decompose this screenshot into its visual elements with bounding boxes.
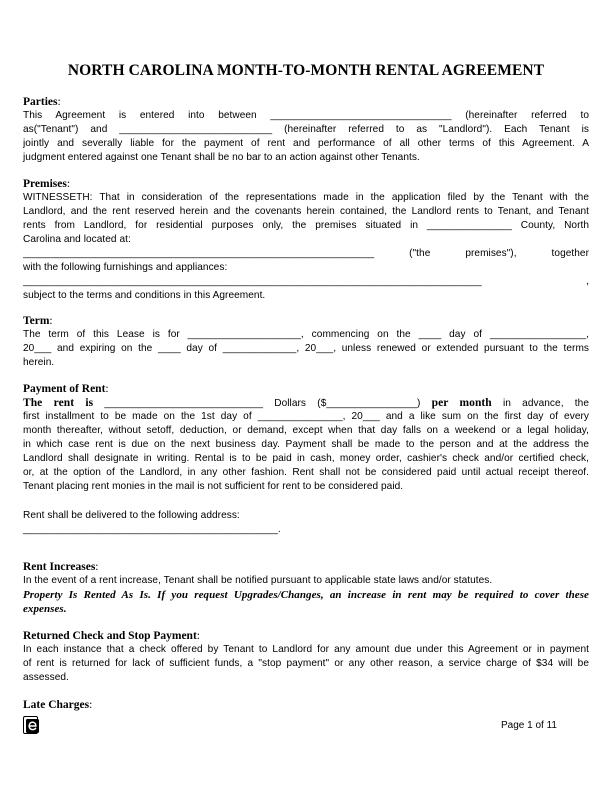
parties-heading-text: Parties [23, 96, 58, 108]
as-is-notice-line: Property Is Rented As Is. If you request Upgrades/Changes, an increase in rent may be required to cover these [23, 589, 589, 601]
payment-line: Landlord shall designate in writing. Rental is to be paid in cash, money order, cashier's check and/or certified check, [23, 453, 589, 464]
payment-line1-tail: in advance, the [491, 398, 589, 409]
payment-line-first [23, 396, 589, 410]
rent-increases-heading-text: Rent Increases [23, 561, 96, 573]
parties-line: as("Tenant") and ___________________________ (hereinafter referred to as "Landlord"). Each Tenant is [23, 124, 589, 135]
delivery-address-blank: _____________________________________________. [23, 524, 281, 535]
premises-heading-text: Premises [23, 178, 67, 190]
term-line: The term of this Lease is for ____________________, commencing on the ____ day of _________________, [23, 329, 589, 340]
returned-check-line: In each instance that a check offered by Tenant to Landlord for any amount due under this Agreement or in payment [23, 644, 589, 655]
payment-heading: Payment of Rent: [23, 383, 109, 395]
late-charges-heading-text: Late Charges [23, 699, 90, 711]
rent-increases-heading: Rent Increases: [23, 561, 99, 573]
as-is-notice-line: expenses. [23, 603, 67, 615]
payment-line: in which case rent is due on the next business day. Payment shall be made to the person and at the address the [23, 439, 589, 450]
premises-line: Carolina and located at: [23, 234, 131, 245]
premises-line: WITNESSETH: That in consideration of the representations made in the application filed by the Tenant with the [23, 192, 589, 203]
rent-amount-blank: ____________________________ [93, 398, 275, 409]
term-line: 20___ and expiring on the ____ day of _____________, 20___, unless renewed or extended pursuant to the terms [23, 343, 589, 354]
payment-line: first installment to be made on the 1st day of _______________, 20___ and a like sum on the first day of every [23, 411, 589, 422]
late-charges-heading: Late Charges: [23, 699, 93, 711]
term-heading-text: Term [23, 315, 50, 327]
premises-heading: Premises: [23, 178, 71, 190]
premises-body [23, 191, 589, 303]
eforms-logo-icon [23, 716, 40, 734]
payment-line: month thereafter, without setoff, deduction, or demand, except when that day falls on a weekend or a legal holiday, [23, 425, 589, 436]
rent-increases-line: In the event of a rent increase, Tenant shall be notified pursuant to applicable state laws and/or statutes. [23, 575, 493, 586]
payment-heading-text: Payment of Rent [23, 383, 106, 395]
term-heading: Term: [23, 315, 53, 327]
premises-line: subject to the terms and conditions in this Agreement. [23, 290, 266, 301]
premises-line: with the following furnishings and appliances: [23, 262, 228, 273]
rent-dollars-text: Dollars ($________________) [274, 398, 432, 409]
returned-check-line: assessed. [23, 672, 69, 683]
parties-line: judgment entered against one Tenant shall be no bar to an action against other Tenants. [23, 152, 420, 163]
returned-check-heading: Returned Check and Stop Payment: [23, 630, 200, 642]
premises-line: ______________________________________________________________ ("the premises"), together [23, 248, 589, 259]
premises-line: _________________________________________________________________________________ , [23, 276, 589, 287]
returned-check-line: of rent is returned for lack of sufficient funds, a "stop payment" or any other reason, a service charge of $34 will be [23, 658, 589, 669]
page-number: Page 1 of 11 [501, 720, 557, 731]
premises-line: Landlord, and the rent reserved herein and the covenants herein contained, the Landlord rents to Tenant, and Tenant [23, 206, 589, 217]
term-line: herein. [23, 357, 55, 368]
rent-increases-body [23, 574, 589, 616]
parties-line: This Agreement is entered into between ________________________________ (hereinafter referred to [23, 110, 589, 121]
premises-line: rents from Landlord, for residential purposes only, the premises situated in _______________ County, North [23, 220, 589, 231]
payment-line: or, at the option of the Landlord, in any other fashion. Rent shall not be considered paid until actual receipt thereof. [23, 467, 589, 478]
document-title: NORTH CAROLINA MONTH-TO-MONTH RENTAL AGREEMENT [67, 62, 545, 79]
delivery-body [23, 509, 589, 537]
returned-check-heading-text: Returned Check and Stop Payment [23, 630, 197, 642]
per-month-label: per month [431, 397, 492, 409]
parties-line: jointly and severally liable for the payment of rent and performance of all other terms of this Agreement. A [23, 138, 589, 149]
rent-is-label: The rent is [23, 397, 94, 409]
parties-heading: Parties: [23, 96, 61, 108]
payment-line: Tenant placing rent monies in the mail is not sufficient for rent to be considered paid. [23, 481, 404, 492]
delivery-line: Rent shall be delivered to the following address: [23, 510, 240, 521]
term-body [23, 328, 589, 370]
returned-check-body [23, 643, 589, 685]
payment-body [23, 396, 589, 494]
parties-body [23, 109, 589, 165]
